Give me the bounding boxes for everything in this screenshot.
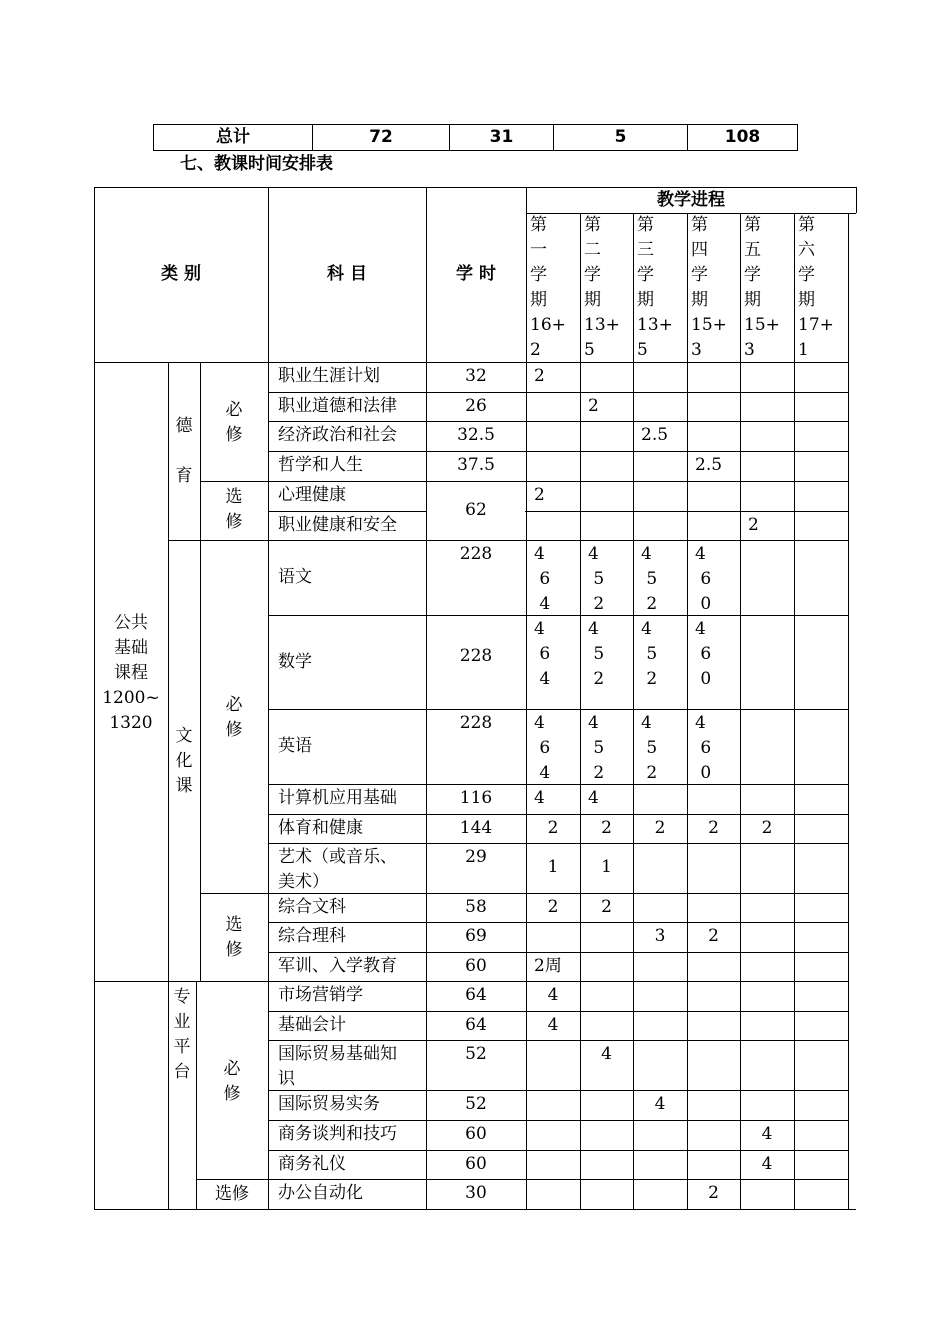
- semester-value: 4 5 2: [641, 544, 658, 614]
- semester-header: 第 五 学 期 15+ 3: [744, 215, 780, 360]
- grid-line: [200, 893, 268, 894]
- subject-cell: 国际贸易实务: [278, 1094, 380, 1114]
- semester-value: 4 5 2: [588, 713, 605, 783]
- grid-line: [856, 187, 857, 213]
- semester-value: 1: [547, 857, 559, 877]
- semester-value: 3: [654, 926, 666, 946]
- grid-line: [268, 709, 848, 710]
- subject-cell: 办公自动化: [278, 1183, 363, 1203]
- semester-value: 2: [708, 926, 719, 946]
- semester-value: 2: [761, 818, 773, 838]
- grid-line: [268, 981, 848, 982]
- hours-cell: 116: [459, 788, 493, 808]
- grid-line: [268, 1040, 848, 1041]
- subject-cell: 体育和健康: [278, 818, 363, 838]
- semester-value: 4: [601, 1044, 612, 1064]
- summary-value: 5: [553, 124, 688, 151]
- semester-value: 4: [547, 985, 559, 1005]
- semester-value: 4 6 4: [534, 619, 551, 689]
- grid-line: [268, 1150, 848, 1151]
- grid-line: [200, 362, 201, 981]
- subject-cell: 哲学和人生: [278, 455, 363, 475]
- semester-value: 1: [601, 857, 612, 877]
- semester-value: 4 5 2: [588, 619, 605, 689]
- semester-value: 2: [534, 366, 545, 386]
- semester-value: 2: [534, 485, 545, 505]
- semester-value: 4: [588, 788, 599, 808]
- hours-cell: 52: [465, 1044, 487, 1064]
- summary-label: 总计: [153, 124, 313, 151]
- hours-header: 学 时: [456, 264, 496, 284]
- grid-line: [268, 451, 848, 452]
- semester-value: 4: [761, 1154, 773, 1174]
- moral-label: 德 育: [175, 416, 193, 486]
- subject-cell: 心理健康: [278, 485, 346, 505]
- elective-label: 选 修: [225, 487, 243, 532]
- hours-cell: 228: [459, 646, 493, 666]
- hours-cell: 29: [465, 847, 487, 867]
- subject-cell: 军训、入学教育: [278, 956, 397, 976]
- grid-line: [268, 1120, 848, 1121]
- semester-value: 4 6 0: [695, 713, 712, 783]
- subject-cell: 国际贸易基础知 识: [278, 1044, 397, 1089]
- subject-cell: 市场营销学: [278, 985, 363, 1005]
- grid-line: [200, 481, 268, 482]
- semester-value: 4: [534, 788, 545, 808]
- grid-line: [168, 540, 268, 541]
- subject-header: 科 目: [327, 264, 367, 284]
- hours-cell: 64: [465, 985, 487, 1005]
- semester-value: 2: [547, 818, 559, 838]
- hours-cell: 32: [465, 366, 487, 386]
- subject-cell: 综合文科: [278, 897, 346, 917]
- hours-cell: 52: [465, 1094, 487, 1114]
- semester-header: 第 三 学 期 13+ 5: [637, 215, 673, 360]
- subject-cell: 数学: [278, 651, 312, 672]
- hours-cell: 37.5: [457, 455, 495, 475]
- semester-value: 4: [654, 1094, 666, 1114]
- semester-value: 2: [547, 897, 559, 917]
- category-header: 类 别: [161, 264, 201, 284]
- subject-cell: 商务谈判和技巧: [278, 1124, 397, 1144]
- hours-cell: 26: [465, 396, 487, 416]
- semester-value: 4 6 0: [695, 544, 712, 614]
- semester-value: 2: [708, 818, 719, 838]
- semester-value: 2: [654, 818, 666, 838]
- elective-label: 选修: [215, 1184, 249, 1204]
- elective-label: 选 修: [225, 915, 243, 960]
- semester-value: 4: [761, 1124, 773, 1144]
- grid-line: [268, 1011, 848, 1012]
- grid-line: [268, 481, 848, 482]
- required-label: 必 修: [225, 695, 243, 740]
- hours-cell: 69: [465, 926, 487, 946]
- semester-value: 4 5 2: [588, 544, 605, 614]
- hours-cell: 228: [459, 713, 493, 733]
- semester-value: 4 5 2: [641, 619, 658, 689]
- subject-cell: 英语: [278, 736, 312, 756]
- semester-value: 2: [588, 396, 599, 416]
- summary-value: 31: [449, 124, 554, 151]
- progress-header: 教学进程: [657, 190, 725, 210]
- hours-cell: 64: [465, 1015, 487, 1035]
- grid-line: [268, 922, 848, 923]
- subject-cell: 艺术（或音乐、 美术）: [278, 847, 397, 892]
- semester-value: 2: [708, 1183, 719, 1203]
- grid-line: [94, 362, 848, 363]
- grid-line: [268, 392, 848, 393]
- grid-line: [268, 814, 848, 815]
- grid-line: [268, 511, 848, 512]
- hours-cell: 58: [465, 897, 487, 917]
- semester-value: 2: [601, 818, 612, 838]
- public-course-label: 公共 基础 课程 1200~ 1320: [102, 613, 160, 733]
- grid-line: [196, 1179, 268, 1180]
- hours-cell: 60: [465, 956, 487, 976]
- semester-value: 4: [547, 1015, 559, 1035]
- summary-value: 108: [687, 124, 798, 151]
- subject-cell: 综合理科: [278, 926, 346, 946]
- grid-line: [526, 187, 527, 1210]
- grid-line: [268, 1179, 848, 1180]
- hours-cell: 60: [465, 1124, 487, 1144]
- semester-header: 第 一 学 期 16+ 2: [530, 215, 566, 360]
- grid-line: [268, 615, 848, 616]
- grid-line: [268, 784, 848, 785]
- grid-line: [268, 843, 848, 844]
- semester-value: 4 6 4: [534, 544, 551, 614]
- required-label: 必 修: [225, 400, 243, 445]
- semester-value: 2.5: [695, 455, 723, 475]
- hours-cell: 228: [459, 544, 493, 564]
- subject-cell: 职业道德和法律: [278, 396, 397, 416]
- hours-cell: 60: [465, 1154, 487, 1174]
- grid-line: [268, 421, 848, 422]
- grid-line: [94, 1209, 856, 1210]
- grid-line: [848, 213, 849, 1210]
- grid-line: [268, 187, 269, 1210]
- semester-value: 4 6 0: [695, 619, 712, 689]
- summary-value: 72: [312, 124, 450, 151]
- section-title: 七、教课时间安排表: [180, 154, 333, 174]
- semester-header: 第 二 学 期 13+ 5: [584, 215, 620, 360]
- semester-header: 第 六 学 期 17+ 1: [798, 215, 834, 360]
- hours-cell: 144: [459, 818, 493, 838]
- hours-cell: 30: [465, 1183, 487, 1203]
- subject-cell: 基础会计: [278, 1015, 346, 1035]
- semester-value: 2.5: [641, 425, 669, 445]
- grid-line: [94, 981, 268, 982]
- grid-line: [268, 540, 848, 541]
- subject-cell: 计算机应用基础: [278, 788, 397, 808]
- semester-value: 4 6 4: [534, 713, 551, 783]
- subject-cell: 语文: [278, 567, 312, 587]
- semester-value: 2: [601, 897, 612, 917]
- semester-header: 第 四 学 期 15+ 3: [691, 215, 727, 360]
- semester-value: 2周: [534, 956, 562, 976]
- culture-label: 文 化 课: [175, 726, 193, 796]
- platform-label: 专 业 平 台: [173, 987, 191, 1082]
- required-label: 必 修: [223, 1059, 241, 1104]
- subject-cell: 经济政治和社会: [278, 425, 397, 445]
- subject-cell: 职业健康和安全: [278, 515, 397, 535]
- semester-value: 4 5 2: [641, 713, 658, 783]
- subject-cell: 商务礼仪: [278, 1154, 346, 1174]
- grid-line: [268, 952, 848, 953]
- hours-cell: 62: [465, 500, 487, 520]
- semester-value: 2: [748, 515, 759, 535]
- subject-cell: 职业生涯计划: [278, 366, 380, 386]
- hours-cell: 32.5: [457, 425, 495, 445]
